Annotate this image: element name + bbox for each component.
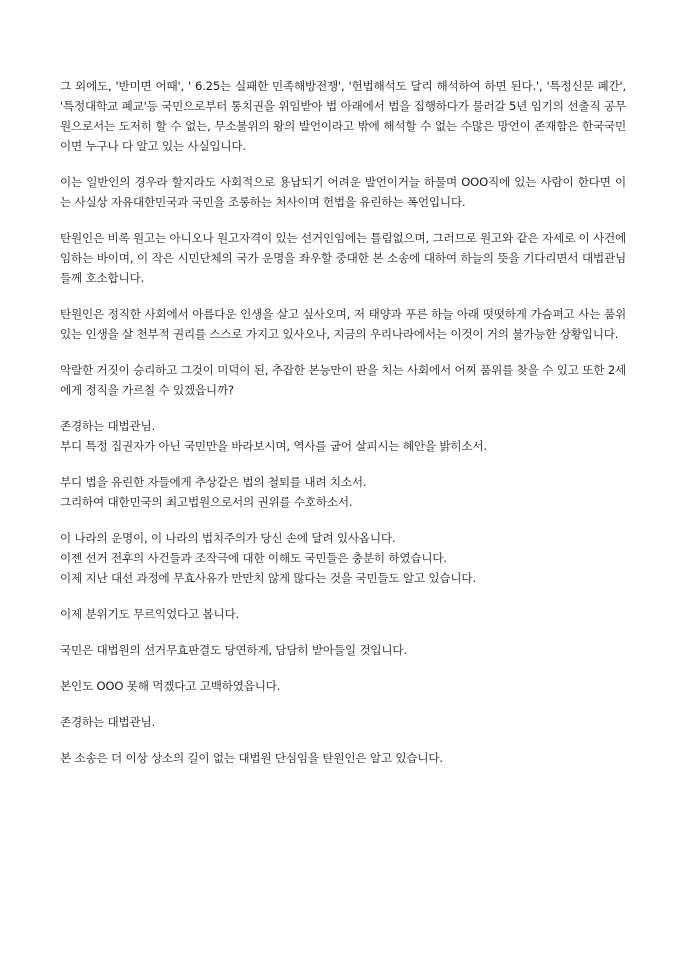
- paragraph-line: 부디 특정 집권자가 아닌 국민만을 바라보시며, 역사를 굽어 살피시는 혜안을 밝히소서.: [60, 439, 487, 453]
- paragraph-text: 본인도 OOO 못해 먹겠다고 고백하였읍니다.: [60, 679, 281, 693]
- paragraph: [60, 228, 626, 288]
- paragraph-text: 이제 분위기도 무르익었다고 봅니다.: [60, 607, 239, 621]
- paragraph: [60, 416, 626, 456]
- paragraph: [60, 748, 626, 768]
- paragraph: [60, 528, 626, 588]
- paragraph-text: 탄원인은 정직한 사회에서 아름다운 인생을 살고 싶사오며, 저 태양과 푸른 하늘 아래 떳떳하게 가슴펴고 사는 품위있는 인생을 살 천부적 권리를 스스로 가지고 있사오나, 지금의 우리나라에서는 이것이 거의 불가능한 상황입니다.: [60, 307, 626, 341]
- paragraph-text: 악랄한 거짓이 승리하고 그것이 미덕이 된, 추잡한 본능만이 판을 치는 사회에서 어찌 품위를 찾을 수 있고 또한 2세에게 정직을 가르칠 수 있겠읍니까?: [60, 363, 626, 397]
- paragraph: [60, 712, 626, 732]
- salutation-line: 존경하는 대법관님.: [60, 715, 155, 729]
- paragraph: [60, 172, 626, 212]
- paragraph-line: 이 나라의 운명이, 이 나라의 법치주의가 당신 손에 달려 있사옵니다.: [60, 531, 396, 545]
- paragraph-text: 탄원인은 비록 원고는 아니오나 원고자격이 있는 선거인임에는 틀림없으며, 그러므로 원고와 같은 자세로 이 사건에 임하는 바이며, 이 작은 시민단체의 국가 운명을 좌우할 중대한 본 소송에 대하여 하늘의 뜻을 기다리면서 대법관님들께 호소합니다.: [60, 231, 626, 285]
- paragraph-text: 그 외에도, '반미면 어때', ' 6.25는 실패한 민족해방전쟁', '헌법해석도 달리 해석하여 하면 된다.', '특정신문 폐간', '특정대학교 폐교'등 국민으로부터 통치권을 위임받아 법 아래에서 법을 집행하다가 물러갈 5년 임기의 선출직 공무원으로서는 도저히 할 수 없는, 무소불위의 왕의 발언이라고 밖에 해석할 수 없는 수많은 망언이 존재함은 한국국민이면 누구나 다 알고 있는 사실입니다.: [60, 79, 626, 153]
- document-body: [60, 76, 626, 784]
- paragraph: [60, 640, 626, 660]
- paragraph-text: 본 소송은 더 이상 상소의 길이 없는 대법원 단심임을 탄원인은 알고 있습니다.: [60, 751, 443, 765]
- paragraph-line: 이젠 선거 전후의 사건들과 조작극에 대한 이해도 국민들은 충분히 하였습니다.: [60, 551, 447, 565]
- paragraph-text: 이는 일반인의 경우라 할지라도 사회적으로 용납되기 어려운 발언이거늘 하물며 OOO직에 있는 사람이 한다면 이는 사실상 자유대한민국과 국민을 조롱하는 처사이며 헌법을 유린하는 폭언입니다.: [60, 175, 626, 209]
- paragraph-line: 이제 지난 대선 과정에 무효사유가 만만치 않게 많다는 것을 국민들도 알고 있습니다.: [60, 571, 476, 585]
- paragraph: [60, 76, 626, 156]
- paragraph-line: 부디 법을 유린한 자들에게 추상같은 법의 철퇴를 내려 치소서.: [60, 475, 367, 489]
- paragraph: [60, 604, 626, 624]
- paragraph: [60, 360, 626, 400]
- paragraph: [60, 472, 626, 512]
- paragraph: [60, 676, 626, 696]
- paragraph-line: 그리하여 대한민국의 최고법원으로서의 권위를 수호하소서.: [60, 495, 353, 509]
- paragraph-text: 국민은 대법원의 선거무효판결도 당연하게, 담담히 받아들일 것입니다.: [60, 643, 407, 657]
- salutation-line: 존경하는 대법관님.: [60, 419, 155, 433]
- paragraph: [60, 304, 626, 344]
